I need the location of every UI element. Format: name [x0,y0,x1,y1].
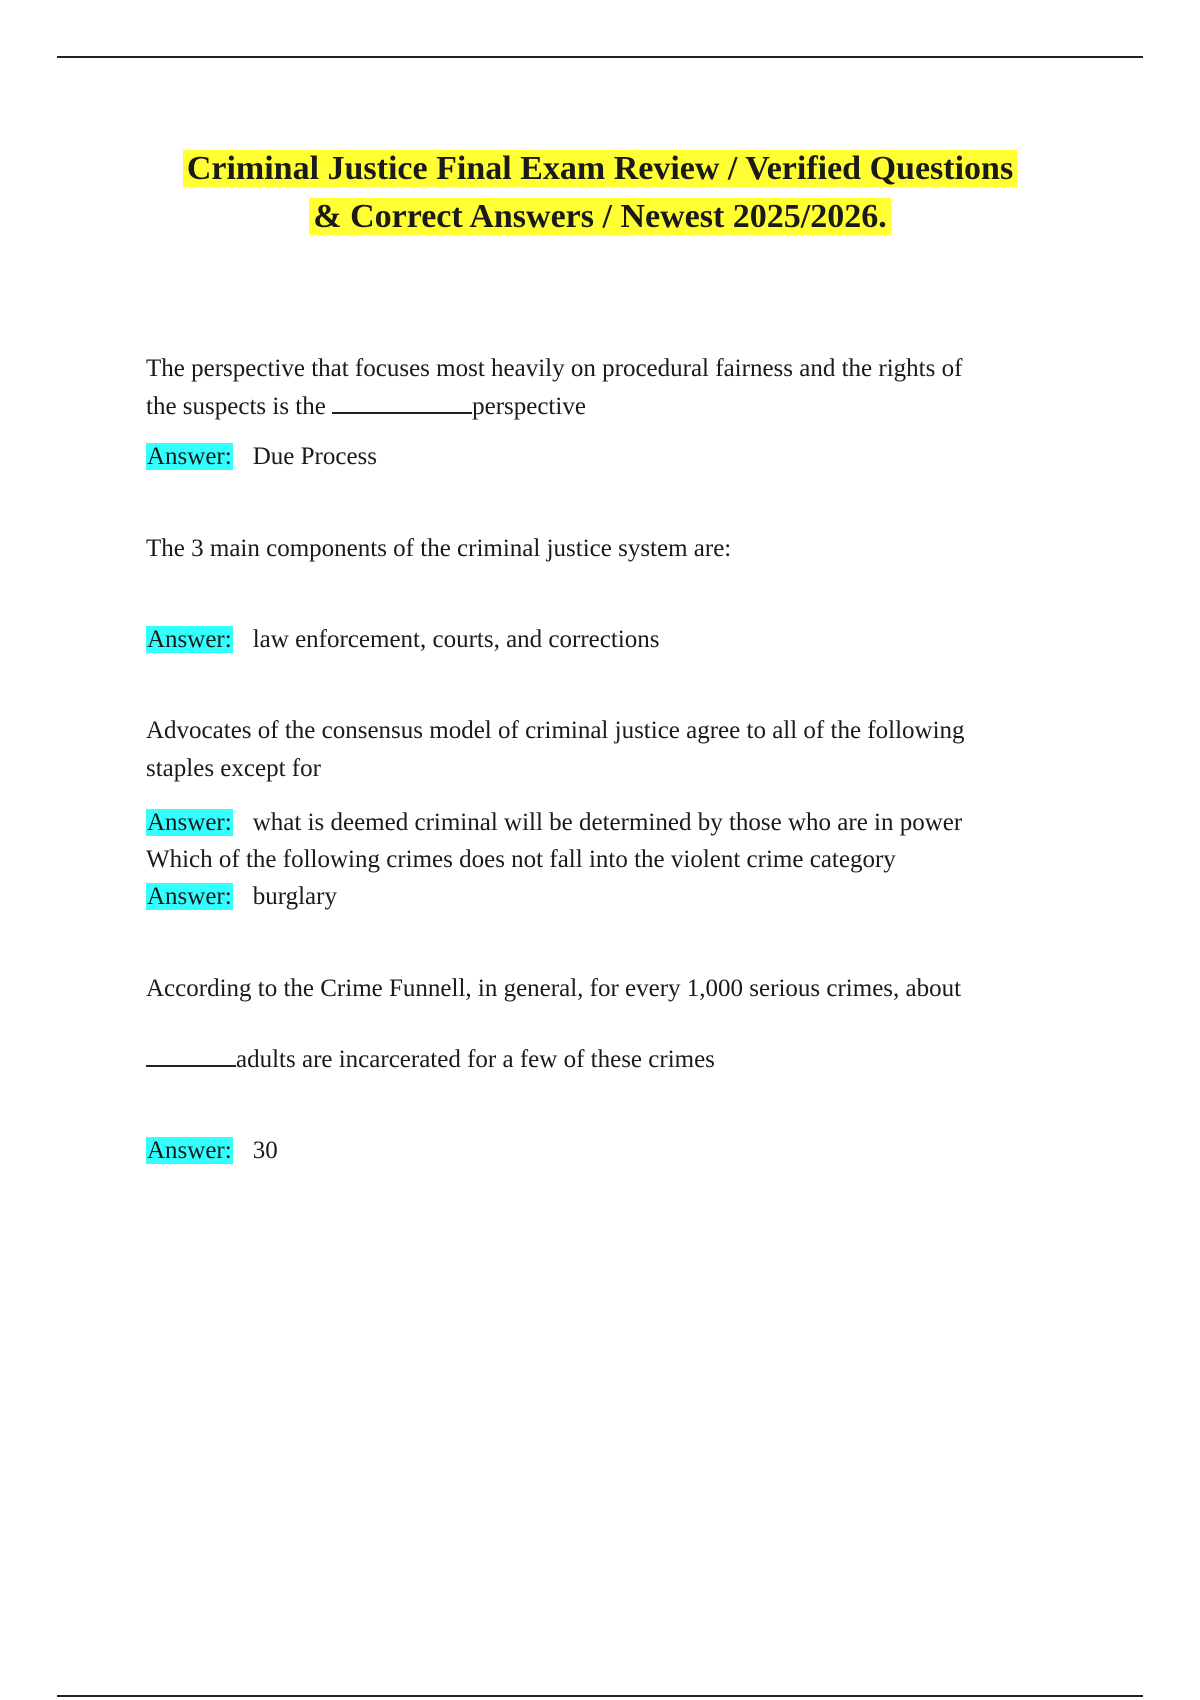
question-4 [146,841,1096,879]
question-5 [146,970,1096,1008]
answer-1-text: Due Process [252,443,377,470]
question-3-line-1: Advocates of the consensus model of criminal justice agree to all of the following [146,717,965,744]
bottom-rule [57,1695,1143,1697]
answer-5-text: 30 [252,1137,278,1164]
document-title [60,145,1140,241]
title-line-1: Criminal Justice Final Exam Review / Verified Questions [183,150,1017,187]
answer-label: Answer: [147,809,232,836]
answer-3 [146,804,1096,842]
question-4-text: Which of the following crimes does not fall into the violent crime category [146,846,896,873]
answer-3-text: what is deemed criminal will be determined by those who are in power [252,809,963,836]
fill-in-blank [146,1043,236,1067]
question-1-line-2-after: perspective [472,393,586,420]
answer-label: Answer: [147,626,232,653]
question-5-continued [146,1041,1096,1079]
question-3-text [146,712,1096,788]
answer-label: Answer: [147,1137,232,1164]
fill-in-blank [332,390,472,414]
answer-5 [146,1132,1096,1170]
question-3-line-2: staples except for [146,755,321,782]
question-5-line-2 [146,1041,1096,1079]
question-5-line-1: According to the Crime Funnell, in general, for every 1,000 serious crimes, about [146,975,962,1002]
question-1 [146,350,1096,426]
top-rule [57,56,1143,58]
answer-2-text: law enforcement, courts, and corrections [252,626,660,653]
answer-4 [146,878,1096,916]
answer-1 [146,438,1096,476]
answer-label: Answer: [147,883,232,910]
title-line-2: & Correct Answers / Newest 2025/2026. [309,198,890,235]
question-3 [146,712,1096,788]
answer-2 [146,621,1096,659]
question-2-text: The 3 main components of the criminal justice system are: [146,535,732,562]
answer-label: Answer: [147,443,232,470]
question-1-line-1: The perspective that focuses most heavily on procedural fairness and the rights of [146,355,963,382]
answer-4-text: burglary [252,883,337,910]
question-2 [146,530,1096,568]
question-5-line-2-after: adults are incarcerated for a few of these crimes [236,1046,715,1073]
question-1-text [146,350,1096,426]
question-1-line-2-before: the suspects is the [146,393,333,420]
